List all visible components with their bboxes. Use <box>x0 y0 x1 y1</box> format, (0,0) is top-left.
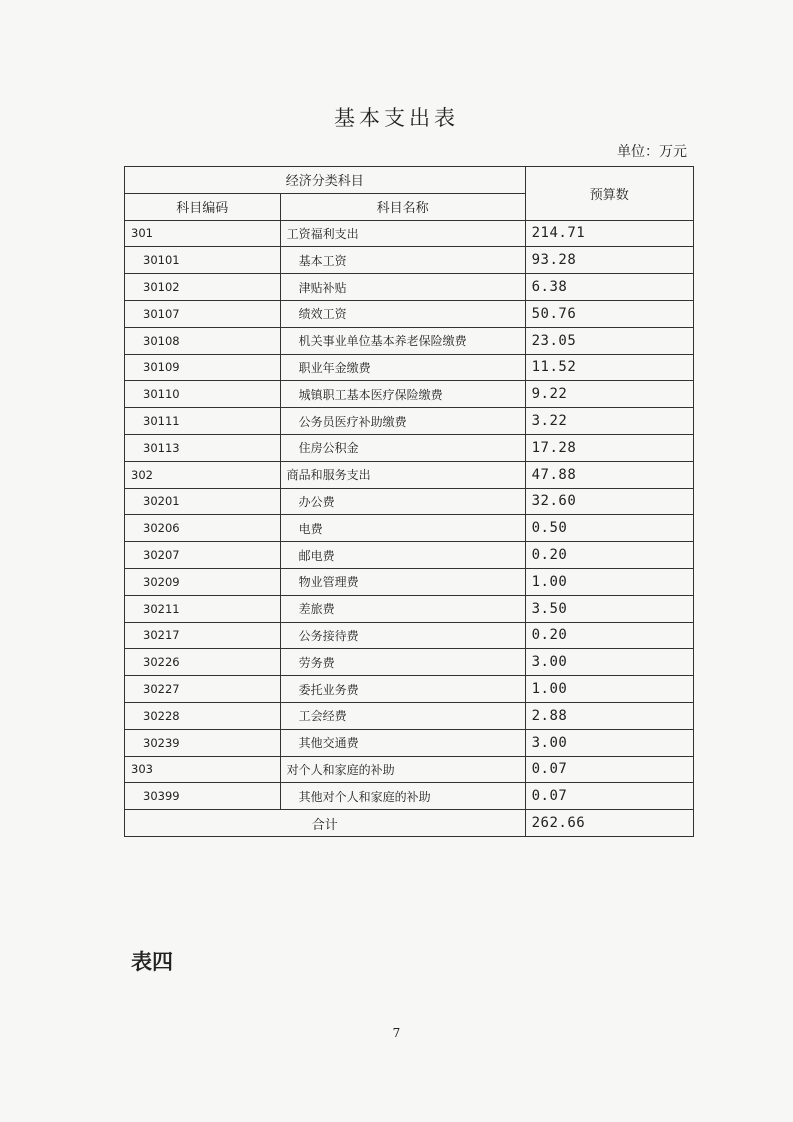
item-code-cell: 30111 <box>125 408 281 435</box>
table-row <box>125 702 694 729</box>
item-name-cell: 绩效工资 <box>280 300 525 327</box>
item-name-cell: 电费 <box>280 515 525 542</box>
item-code-cell: 30226 <box>125 649 281 676</box>
total-label: 合计 <box>125 810 526 837</box>
item-name-cell: 工资福利支出 <box>280 220 525 247</box>
item-name-cell: 其他交通费 <box>280 729 525 756</box>
item-code-cell: 30113 <box>125 434 281 461</box>
item-code-cell: 30102 <box>125 274 281 301</box>
table-row <box>125 488 694 515</box>
budget-amount-cell: 1.00 <box>525 676 693 703</box>
item-name-cell: 其他对个人和家庭的补助 <box>280 783 525 810</box>
item-code-cell: 30207 <box>125 542 281 569</box>
header-item-code: 科目编码 <box>125 193 281 220</box>
header-economic-classification: 经济分类科目 <box>125 167 526 194</box>
item-name-cell: 机关事业单位基本养老保险缴费 <box>280 327 525 354</box>
budget-amount-cell: 0.20 <box>525 622 693 649</box>
item-code-cell: 30217 <box>125 622 281 649</box>
budget-amount-cell: 3.00 <box>525 729 693 756</box>
item-code-cell: 30227 <box>125 676 281 703</box>
budget-amount-cell: 9.22 <box>525 381 693 408</box>
table-row <box>125 756 694 783</box>
item-name-cell: 职业年金缴费 <box>280 354 525 381</box>
item-code-cell: 30109 <box>125 354 281 381</box>
table-row <box>125 434 694 461</box>
budget-amount-cell: 1.00 <box>525 568 693 595</box>
table-row <box>125 783 694 810</box>
table-row <box>125 461 694 488</box>
item-name-cell: 劳务费 <box>280 649 525 676</box>
table-row <box>125 649 694 676</box>
table-row <box>125 676 694 703</box>
budget-amount-cell: 11.52 <box>525 354 693 381</box>
budget-amount-cell: 17.28 <box>525 434 693 461</box>
budget-amount-cell: 3.50 <box>525 595 693 622</box>
header-item-name: 科目名称 <box>280 193 525 220</box>
item-name-cell: 物业管理费 <box>280 568 525 595</box>
item-name-cell: 办公费 <box>280 488 525 515</box>
table-row <box>125 247 694 274</box>
item-code-cell: 30228 <box>125 702 281 729</box>
item-name-cell: 住房公积金 <box>280 434 525 461</box>
table-row <box>125 381 694 408</box>
item-name-cell: 津贴补贴 <box>280 274 525 301</box>
total-row <box>125 810 694 837</box>
table-row <box>125 274 694 301</box>
unit-label: 单位：万元 <box>617 144 687 160</box>
budget-amount-cell: 0.07 <box>525 756 693 783</box>
item-name-cell: 城镇职工基本医疗保险缴费 <box>280 381 525 408</box>
table-row <box>125 220 694 247</box>
item-code-cell: 30107 <box>125 300 281 327</box>
header-budget-amount: 预算数 <box>525 167 693 221</box>
table-row <box>125 622 694 649</box>
table-row <box>125 515 694 542</box>
budget-amount-cell: 3.00 <box>525 649 693 676</box>
budget-table <box>124 166 694 837</box>
budget-amount-cell: 47.88 <box>525 461 693 488</box>
item-name-cell: 差旅费 <box>280 595 525 622</box>
table-row <box>125 300 694 327</box>
section-label: 表四 <box>131 950 173 974</box>
item-code-cell: 30101 <box>125 247 281 274</box>
item-code-cell: 30399 <box>125 783 281 810</box>
budget-amount-cell: 32.60 <box>525 488 693 515</box>
table-row <box>125 327 694 354</box>
item-code-cell: 303 <box>125 756 281 783</box>
item-name-cell: 委托业务费 <box>280 676 525 703</box>
page-number: 7 <box>392 1026 401 1040</box>
table-row <box>125 354 694 381</box>
table-header-row <box>125 167 694 194</box>
item-name-cell: 工会经费 <box>280 702 525 729</box>
item-code-cell: 30201 <box>125 488 281 515</box>
item-name-cell: 对个人和家庭的补助 <box>280 756 525 783</box>
budget-amount-cell: 3.22 <box>525 408 693 435</box>
budget-amount-cell: 0.50 <box>525 515 693 542</box>
item-code-cell: 30206 <box>125 515 281 542</box>
table-row <box>125 542 694 569</box>
budget-amount-cell: 6.38 <box>525 274 693 301</box>
budget-amount-cell: 50.76 <box>525 300 693 327</box>
budget-amount-cell: 23.05 <box>525 327 693 354</box>
item-name-cell: 公务接待费 <box>280 622 525 649</box>
item-name-cell: 邮电费 <box>280 542 525 569</box>
table-row <box>125 408 694 435</box>
table-row <box>125 568 694 595</box>
item-code-cell: 30211 <box>125 595 281 622</box>
table-row <box>125 595 694 622</box>
item-code-cell: 301 <box>125 220 281 247</box>
table-row <box>125 729 694 756</box>
item-code-cell: 302 <box>125 461 281 488</box>
item-name-cell: 公务员医疗补助缴费 <box>280 408 525 435</box>
item-code-cell: 30209 <box>125 568 281 595</box>
total-amount: 262.66 <box>525 810 693 837</box>
item-name-cell: 商品和服务支出 <box>280 461 525 488</box>
item-code-cell: 30239 <box>125 729 281 756</box>
page-title: 基本支出表 <box>334 106 459 130</box>
table-body <box>125 220 694 810</box>
item-name-cell: 基本工资 <box>280 247 525 274</box>
budget-amount-cell: 0.07 <box>525 783 693 810</box>
budget-amount-cell: 2.88 <box>525 702 693 729</box>
budget-amount-cell: 0.20 <box>525 542 693 569</box>
budget-amount-cell: 214.71 <box>525 220 693 247</box>
item-code-cell: 30110 <box>125 381 281 408</box>
budget-amount-cell: 93.28 <box>525 247 693 274</box>
item-code-cell: 30108 <box>125 327 281 354</box>
